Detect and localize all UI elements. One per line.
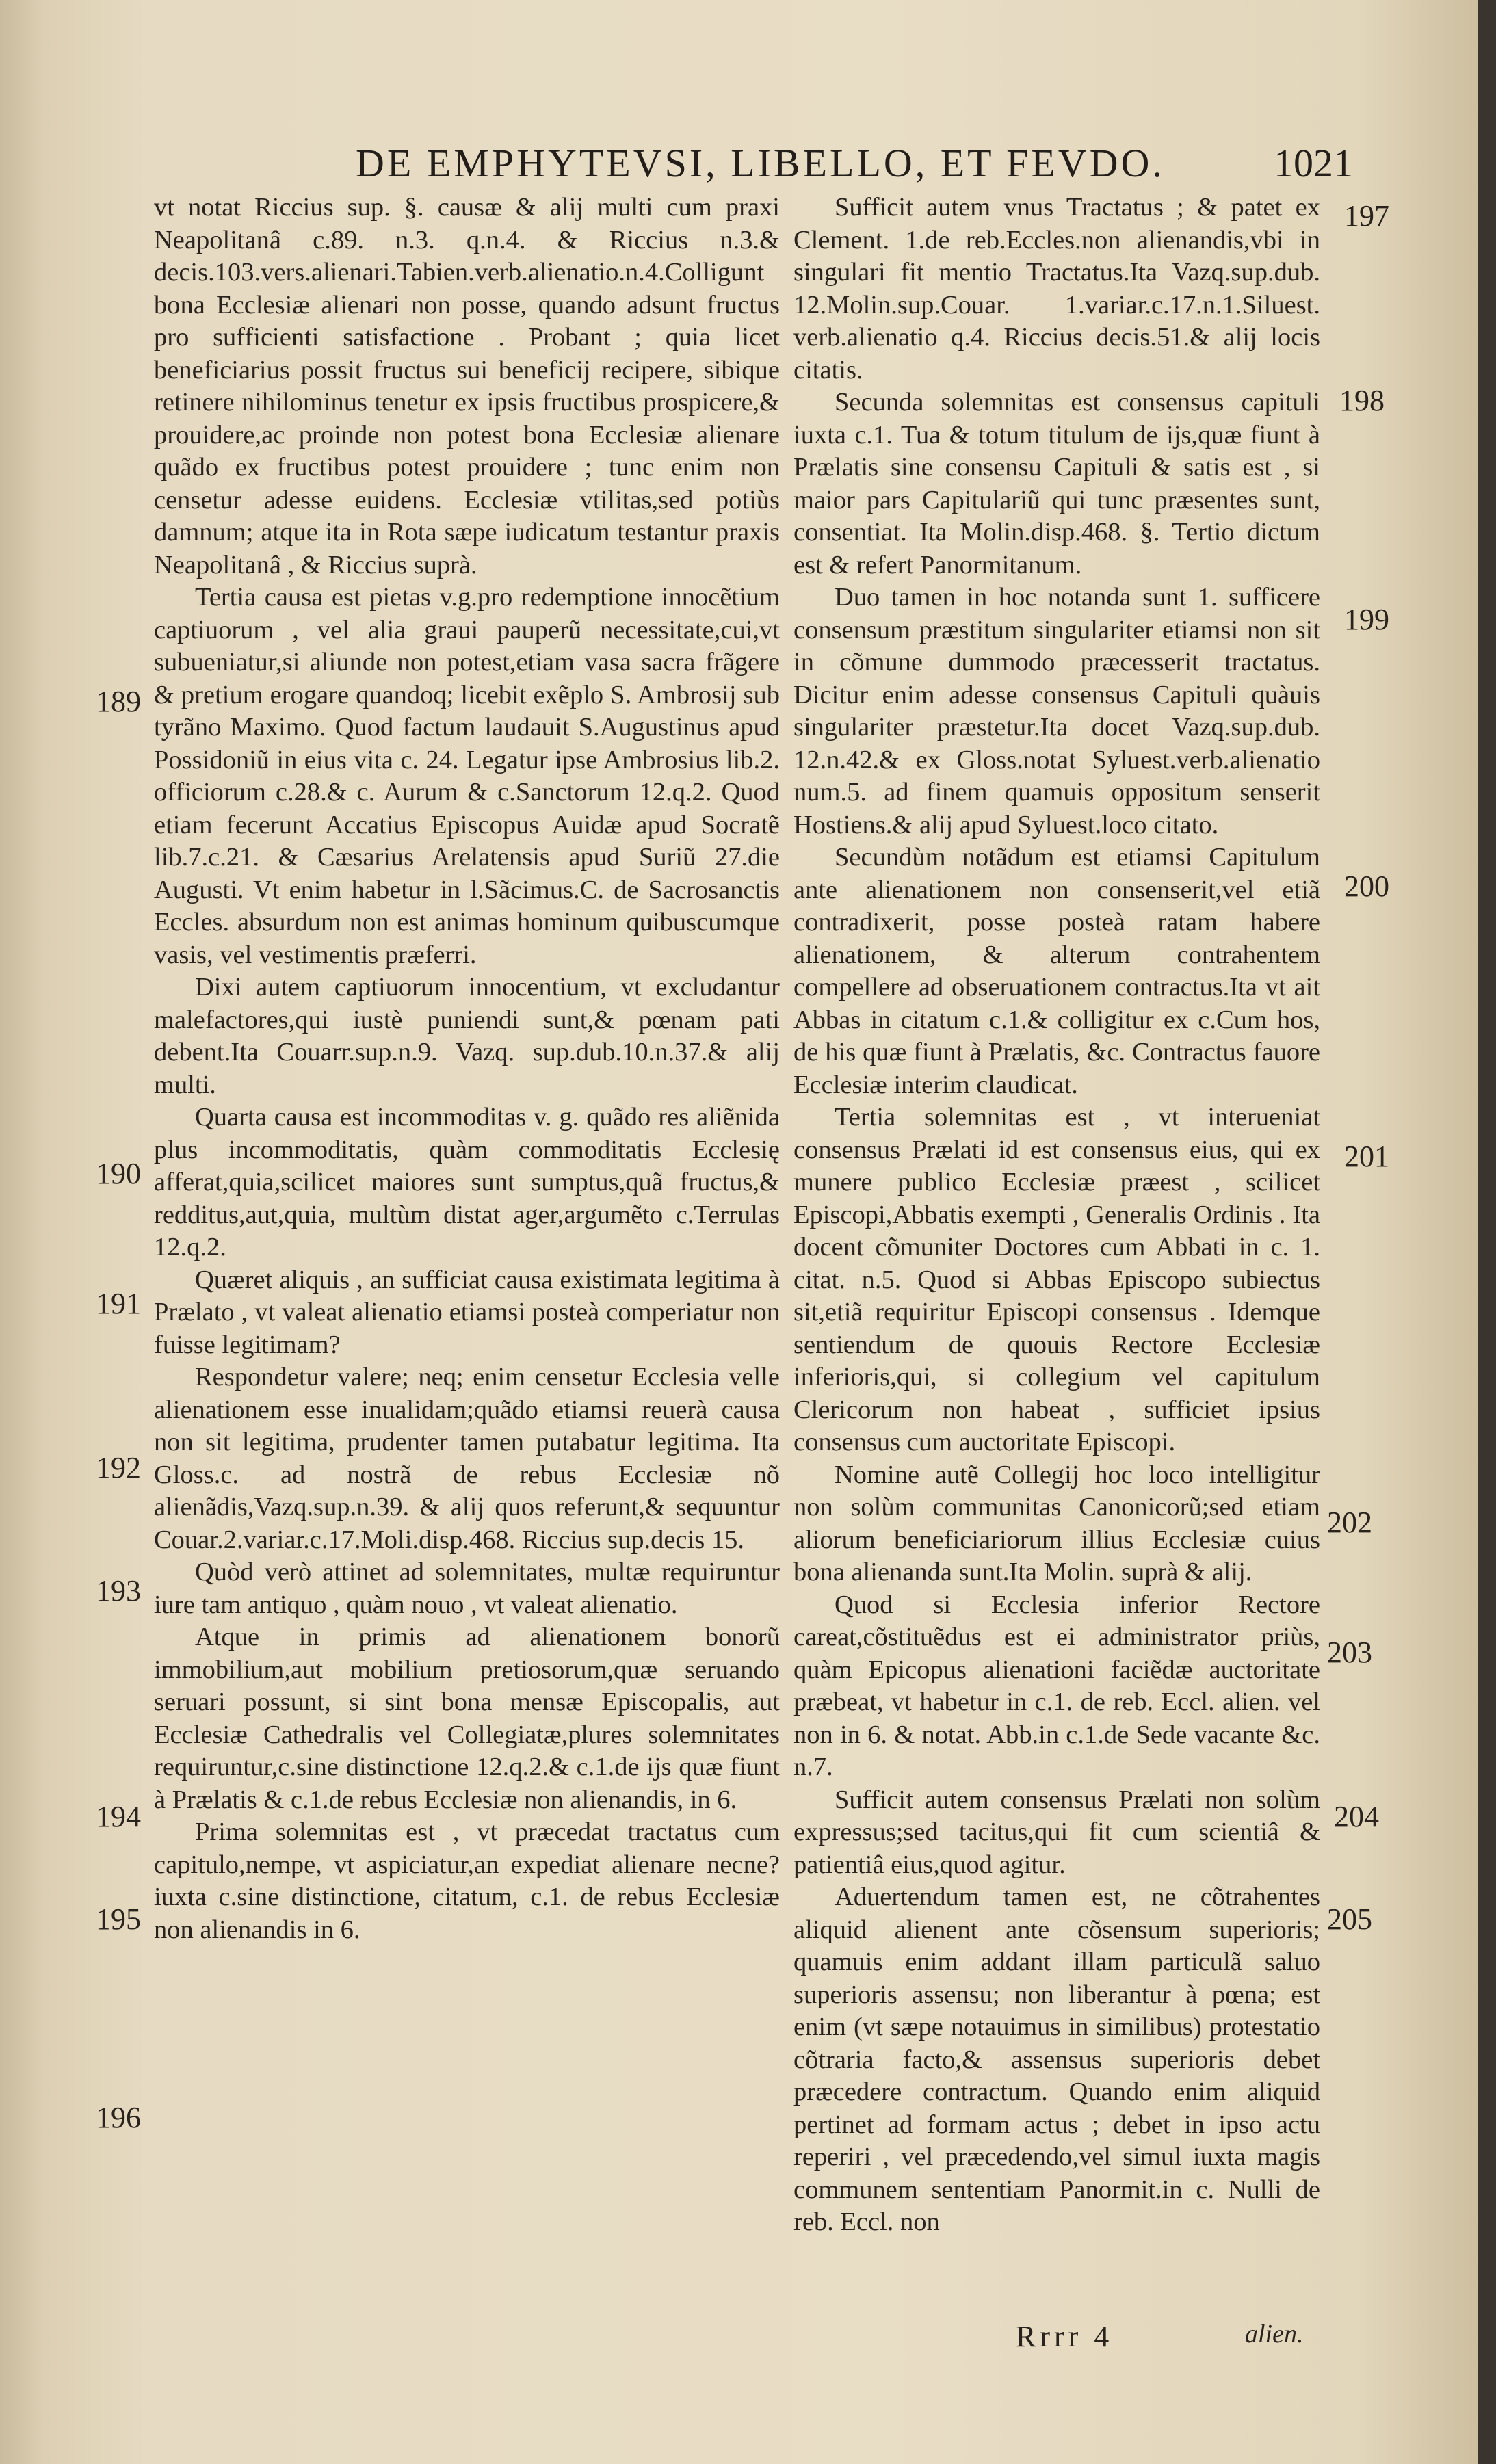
margin-number: 200 bbox=[1344, 869, 1389, 903]
paragraph: Quod si Ecclesia inferior Rectore careat,cõstituẽdus est ei administrator priùs, quàm Epicopus alienationi faciẽdæ auctoritate præbeat, vt habetur in c.1. de reb. Eccl. alien. vel non in 6. & notat. Abb.in c.1.de Sede vacante &c. n.7. bbox=[793, 1590, 1320, 1781]
margin-number: 191 bbox=[96, 1287, 141, 1320]
margin-number: 196 bbox=[96, 2101, 141, 2134]
page-edge-shadow bbox=[1478, 0, 1496, 2464]
left-column bbox=[154, 192, 780, 1946]
paragraph: vt notat Riccius sup. §. causæ & alij multi cum praxi Neapolitanâ c.89. n.3. q.n.4. & Riccius n.3.& decis.103.vers.alienari.Tabien.verb.alienatio.n.4.Colligunt bona Ecclesiæ alienari non posse, quando adsunt fructus pro sufficienti satisfactione . Probant ; quia licet beneficiarius possit fructus sui beneficij recipere, sibique retinere nihilominus tenetur ex ipsis fructibus prospicere,& prouidere,ac proinde non potest bona Ecclesiæ alienare quãdo ex fructibus potest prouidere ; tunc enim non censetur adesse euidens. Ecclesiæ vtilitas,sed potiùs damnum; atque ita in Rota sæpe iudicatum testantur praxis Neapolitanâ , & Riccius suprà. bbox=[154, 193, 780, 579]
paragraph: Tertia causa est pietas v.g.pro redemptione innocẽtium captiuorum , vel alia graui pauperũ necessitate,cui,vt subueniatur,si aliunde non potest,etiam vasa sacra frãgere & pretium erogare quandoq; licebit exẽplo S. Ambrosij sub tyrãno Maximo. Quod factum laudauit S.Augustinus apud Possidoniũ in eius vita c. 24. Legatur ipse Ambrosius lib.2. officiorum c.28.& c. Aurum & c.Sanctorum 12.q.2. Quod etiam fecerunt Accatius Episcopus Auidæ apud Socratẽ lib.7.c.21. & Cæsarius Arelatensis apud Suriũ 27.die Augusti. Vt enim habetur in l.Sãcimus.C. de Sacrosanctis Eccles. absurdum non est animas hominum quibuscumque vasis, vel vestimentis præferri. bbox=[154, 583, 780, 969]
paragraph: Nomine autẽ Collegij hoc loco intelligitur non solùm communitas Canonicorũ;sed etiam aliorum beneficiariorum illius Ecclesiæ cuius bona alienanda sunt.Ita Molin. suprà & alij. bbox=[793, 1460, 1320, 1586]
paragraph: Prima solemnitas est , vt præcedat tractatus cum capitulo,nempe, vt aspiciatur,an expediat alienare necne? iuxta c.sine distinctione, citatum, c.1. de rebus Ecclesiæ non alienandis in 6. bbox=[154, 1818, 780, 1944]
margin-number: 202 bbox=[1327, 1506, 1372, 1539]
margin-number: 201 bbox=[1344, 1140, 1389, 1173]
page-number: 1021 bbox=[1274, 141, 1353, 185]
paragraph: Secundùm notãdum est etiamsi Capitulum ante alienationem non consenserit,vel etiã contradixerit, posse posteà ratam habere alienationem, & alterum contrahentem compellere ad obseruationem contractus.Ita vt ait Abbas in citatum c.1.& colligitur ex c.Cum hos, de his quæ fiunt à Prælatis, &c. Contractus fauore Ecclesiæ interim claudicat. bbox=[793, 843, 1320, 1099]
paragraph: Sufficit autem vnus Tractatus ; & patet ex Clement. 1.de reb.Eccles.non alienandis,vbi in singulari fit mentio Tractatus.Ita Vazq.sup.dub. 12.Molin.sup.Couar. 1.variar.c.17.n.1.Siluest. verb.alienatio q.4. Riccius decis.51.& alij locis citatis. bbox=[793, 193, 1320, 384]
paragraph: Respondetur valere; neq; enim censetur Ecclesia velle alienationem esse inualidam;quãdo etiamsi reuerà causa non sit legitima, prudenter tamen putabatur legitima. Ita Gloss.c. ad nostrã de rebus Ecclesiæ nõ alienãdis,Vazq.sup.n.39. & alij quos referunt,& sequuntur Couar.2.variar.c.17.Moli.disp.468. Riccius sup.decis 15. bbox=[154, 1363, 780, 1554]
paragraph: Quæret aliquis , an sufficiat causa existimata legitima à Prælato , vt valeat alienatio etiamsi posteà comperiatur non fuisse legitimam? bbox=[154, 1265, 780, 1359]
catchword: alien. bbox=[1245, 2320, 1304, 2348]
margin-number: 204 bbox=[1334, 1800, 1379, 1833]
margin-number: 205 bbox=[1327, 1902, 1372, 1936]
paragraph: Duo tamen in hoc notanda sunt 1. sufficere consensum præstitum singulariter etiamsi non sit in cõmune dummodo præcesserit tractatus. Dicitur enim adesse consensus Capituli quàuis singulariter præstetur.Ita docet Vazq.sup.dub. 12.n.42.& ex Gloss.notat Syluest.verb.alienatio num.5. ad finem quamuis oppositum senserit Hostiens.& alij apud Syluest.loco citato. bbox=[793, 583, 1320, 839]
signature-mark: Rrrr 4 bbox=[1016, 2320, 1114, 2353]
margin-number: 190 bbox=[96, 1157, 141, 1190]
margin-number: 199 bbox=[1344, 603, 1389, 636]
margin-number: 203 bbox=[1327, 1636, 1372, 1669]
paragraph: Tertia solemnitas est , vt interueniat consensus Prælati id est consensus eius, qui ex munere publico Ecclesiæ præest , scilicet Episcopi,Abbatis exempti , Generalis Ordinis . Ita docent cõmuniter Doctores cum Abbati in c. 1. citat. n.5. Quod si Abbas Episcopo subiectus sit,etiã requiritur Episcopi consensus . Idemque sentiendum de quouis Rectore Ecclesiæ inferioris,qui, si collegium vel capitulum Clericorum non habeat , sufficiet ipsius consensus cum auctoritate Episcopi. bbox=[793, 1103, 1320, 1456]
paragraph: Secunda solemnitas est consensus capituli iuxta c.1. Tua & totum titulum de ijs,quæ fiunt à Prælatis sine consensu Capituli & satis est , si maior pars Capitulariũ qui tunc præsentes sunt, consentiat. Ita Molin.disp.468. §. Tertio dictum est & refert Panormitanum. bbox=[793, 388, 1320, 579]
running-title: DE EMPHYTEVSI, LIBELLO, ET FEVDO. bbox=[356, 141, 1165, 185]
margin-number: 189 bbox=[96, 685, 141, 718]
margin-number: 193 bbox=[96, 1574, 141, 1608]
paragraph: Quarta causa est incommoditas v. g. quãdo res aliẽnida plus incommoditatis, quàm commoditatis Ecclesię afferat,quia,scilicet maiores sunt sumptus,quã fructus,& redditus,aut,quia, multùm distat ager,argumẽto c.Terrulas 12.q.2. bbox=[154, 1103, 780, 1261]
margin-number: 197 bbox=[1344, 199, 1389, 233]
paragraph: Aduertendum tamen est, ne cõtrahentes aliquid alienent ante cõsensum superioris; quamuis enim addant illam particulã saluo superioris assensu; non liberantur à pœna; est enim (vt sæpe notauimus in similibus) protestatio cõtraria facto,& assensus superioris debet præcedere contractum. Quando enim aliquid pertinet ad formam actus ; debet in ipso actu reperiri , vel præcedendo,vel simul iuxta magis communem sententiam Panormit.in c. Nulli de reb. Eccl. non bbox=[793, 1883, 1320, 2236]
right-column bbox=[793, 192, 1320, 2239]
paragraph: Atque in primis ad alienationem bonorũ immobilium,aut mobilium pretiosorum,quæ seruando seruari possunt, si sint bona mensæ Episcopalis, aut Ecclesiæ Cathedralis vel Collegiatæ,plures solemnitates requiruntur,c.sine distinctione 12.q.2.& c.1.de ijs quæ fiunt à Prælatis & c.1.de rebus Ecclesiæ non alienandis, in 6. bbox=[154, 1623, 780, 1814]
paragraph: Quòd verò attinet ad solemnitates, multæ requiruntur iure tam antiquo , quàm nouo , vt valeat alienatio. bbox=[154, 1558, 780, 1619]
paragraph: Dixi autem captiuorum innocentium, vt excludantur malefactores,qui iustè puniendi sunt,& pœnam pati debent.Ita Couarr.sup.n.9. Vazq. sup.dub.10.n.37.& alij multi. bbox=[154, 973, 780, 1099]
margin-number: 194 bbox=[96, 1800, 141, 1833]
margin-number: 195 bbox=[96, 1902, 141, 1936]
paragraph: Sufficit autem consensus Prælati non solùm expressus;sed tacitus,qui fit cum scientiâ & patientiâ eius,quod agitur. bbox=[793, 1785, 1320, 1879]
margin-number: 198 bbox=[1339, 384, 1385, 417]
margin-number: 192 bbox=[96, 1451, 141, 1484]
